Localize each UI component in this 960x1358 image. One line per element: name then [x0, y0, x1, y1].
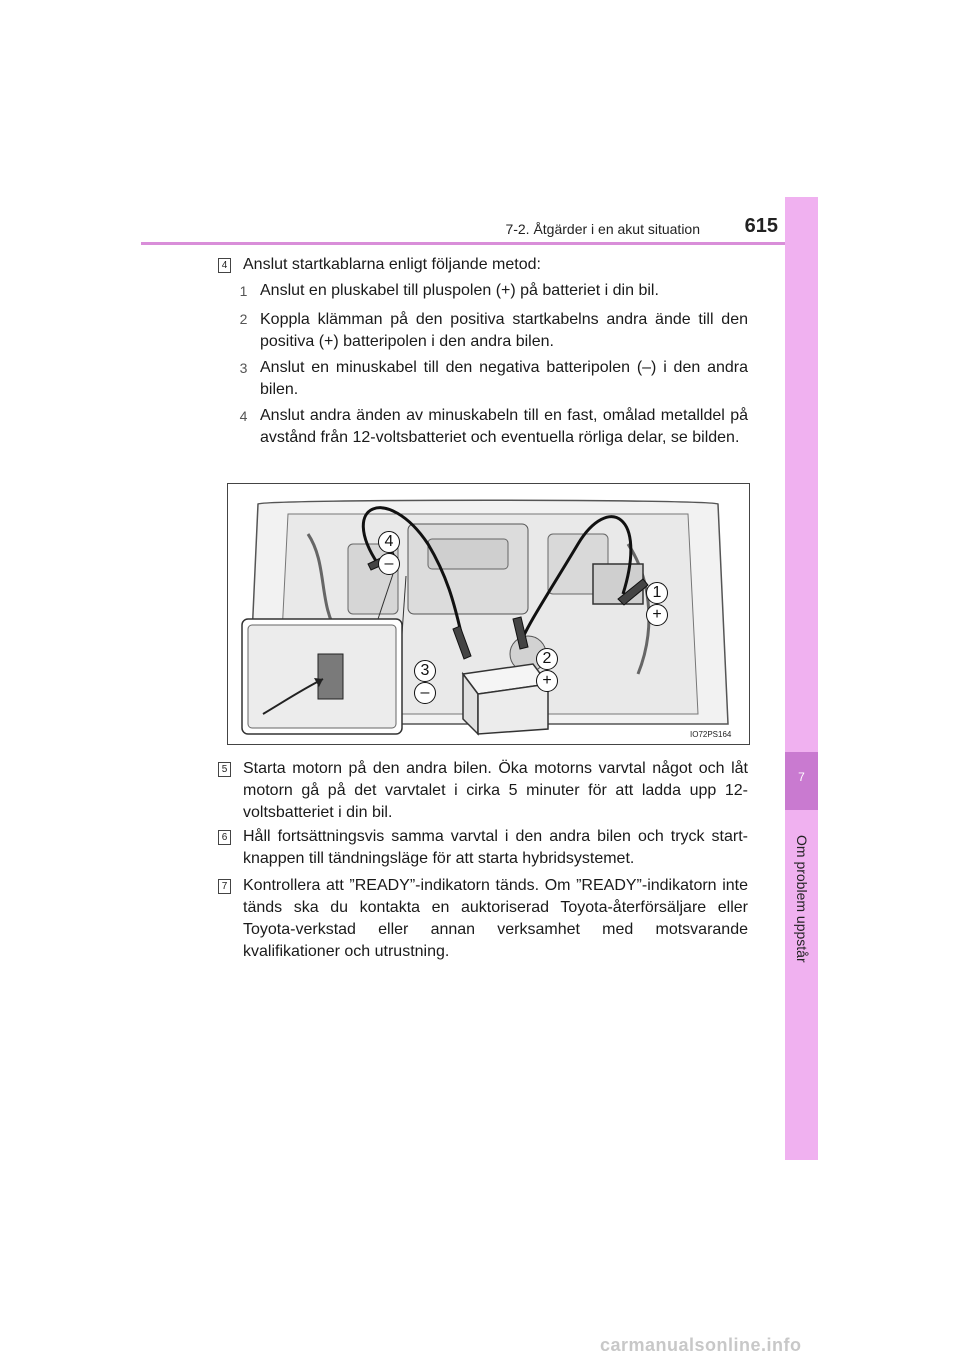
callout-number: 3: [414, 660, 436, 682]
substep-number: 2: [239, 311, 248, 327]
callout-3: [414, 660, 462, 701]
substep-text: Anslut en minuskabel till den negativa batteripolen (–) i den andra bilen.: [260, 359, 748, 398]
header-divider: [141, 242, 818, 245]
step-number: 7: [218, 879, 231, 894]
step-number: 4: [218, 258, 231, 273]
callout-sign: –: [378, 553, 400, 575]
callout-4: [378, 531, 426, 572]
callout-2: [536, 648, 584, 689]
step-text: Kontrollera att ”READY”-indikatorn tänds. Om ”READY”-indikatorn inte tänds ska du kontakta en auktoriserad Toyota-återförsäljare eller Toyota-verkstad eller annan verksamhet med motsvarande kvalifikationer och utrustning.: [243, 877, 748, 960]
callout-1: [646, 582, 694, 623]
section-title: 7-2. Åtgärder i en akut situation: [505, 221, 700, 237]
step-text: Håll fortsättningsvis samma varvtal i den andra bilen och tryck start-knappen till tändningsläge för att starta hybridsystemet.: [243, 828, 748, 867]
illustration-code: IO72PS164: [690, 730, 732, 739]
step-text: Anslut startkablarna enligt följande metod:: [243, 256, 541, 273]
step-number: 6: [218, 830, 231, 845]
callout-sign: –: [414, 682, 436, 704]
chapter-title: Om problem uppstår: [794, 835, 810, 963]
watermark: carmanualsonline.info: [600, 1335, 802, 1355]
substep-number: 1: [239, 283, 248, 299]
callout-sign: +: [646, 604, 668, 626]
chapter-sidebar: [785, 197, 818, 1160]
substep-text: Koppla klämman på den positiva startkabelns andra ände till den positiva (+) batteripolen i den andra bilen.: [260, 311, 748, 350]
chapter-number: 7: [798, 770, 805, 784]
engine-bay-drawing: [228, 484, 749, 744]
callout-sign: +: [536, 670, 558, 692]
page-number: 615: [744, 215, 778, 237]
callout-number: 4: [378, 531, 400, 553]
jump-start-illustration: [227, 483, 750, 745]
substep-text: Anslut en pluskabel till pluspolen (+) på batteriet i din bil.: [260, 282, 659, 299]
substep-text: Anslut andra änden av minuskabeln till en fast, omålad metalldel på avstånd från 12-voltsbatteriet och eventuella rörliga delar, se bilden.: [260, 407, 748, 446]
substep-number: 3: [239, 360, 248, 376]
substep-number: 4: [239, 408, 248, 424]
callout-number: 1: [646, 582, 668, 604]
callout-number: 2: [536, 648, 558, 670]
step-text: Starta motorn på den andra bilen. Öka motorns varvtal något och låt motorn gå på det varvtalet i cirka 5 minuter för att ladda upp 12-voltsbatteriet i din bil.: [243, 760, 748, 821]
step-number: 5: [218, 762, 231, 777]
